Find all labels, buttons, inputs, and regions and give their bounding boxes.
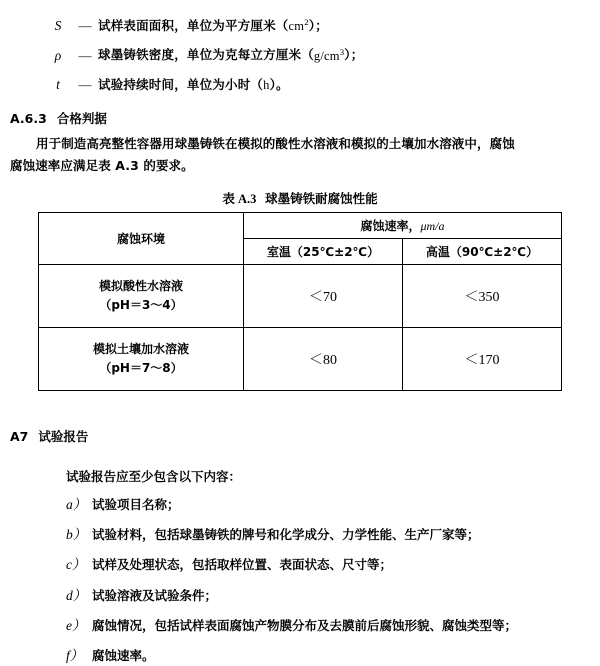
heading-a63-number: A.6.3 <box>10 111 47 127</box>
list-item-text: 腐蚀情况，包括试样表面腐蚀产物膜分布及去膜前后腐蚀形貌、腐蚀类型等； <box>92 617 518 633</box>
table-cell-environment-line1: 模拟酸性水溶液 <box>98 278 183 293</box>
table-header-rate: 腐蚀速率，μm/a <box>244 212 562 238</box>
table-header-row-1 <box>39 212 562 238</box>
symbol-glyph: ρ <box>54 47 62 63</box>
table-cell-environment <box>39 327 244 390</box>
table-header-environment: 腐蚀环境 <box>39 212 244 264</box>
table-cell-high-value: ＜350 <box>403 264 562 327</box>
table-header-room-temp: 室温（25℃±2℃） <box>244 238 403 264</box>
list-item <box>66 586 600 606</box>
table-cell-environment <box>39 264 244 327</box>
table-caption <box>0 189 600 207</box>
symbol-unit: $g/cm^3$ <box>313 46 345 63</box>
paragraph-a63 <box>0 133 600 177</box>
list-item-marker: c） <box>66 557 86 573</box>
list-item <box>66 646 600 666</box>
table-caption-label: 表 A.3 <box>222 191 257 206</box>
symbol-row <box>44 16 600 36</box>
table-header-high-temp: 高温（90℃±2℃） <box>403 238 562 264</box>
list-item-text: 试样及处理状态，包括取样位置、表面状态、尺寸等； <box>92 557 393 573</box>
symbol-description: 试样表面面积，单位为平方厘米$(cm^2)$； <box>98 17 328 34</box>
table-cell-room-value: ＜80 <box>244 327 403 390</box>
table-row <box>39 327 562 390</box>
symbol-row <box>44 45 600 65</box>
symbol-dash: — <box>78 76 92 92</box>
symbol-dash: — <box>78 47 92 63</box>
symbol-dash: — <box>78 18 92 34</box>
list-item <box>66 525 600 545</box>
report-content-list <box>0 495 600 666</box>
table-caption-title: 球墨铸铁耐腐蚀性能 <box>265 190 378 206</box>
list-item-marker: f） <box>66 648 84 664</box>
symbol-unit: $cm^2$ <box>288 17 309 34</box>
symbol-description: 试验持续时间，单位为小时（h）。 <box>98 76 289 92</box>
symbol-unit: h <box>263 77 270 92</box>
heading-a63-title: 合格判据 <box>56 111 107 127</box>
list-item-text: 试验溶液及试验条件； <box>92 587 218 603</box>
report-intro-text: 试验报告应至少包含以下内容： <box>66 468 242 484</box>
table-cell-environment-line2: （pH＝3～4） <box>99 297 183 312</box>
list-item-marker: a） <box>66 496 87 512</box>
symbol-glyph: t <box>56 76 60 92</box>
heading-a7-number: A7 <box>10 428 29 444</box>
list-item <box>66 495 600 515</box>
list-item <box>66 555 600 575</box>
symbol-list <box>44 16 600 95</box>
list-item-text: 试验项目名称； <box>92 496 180 512</box>
table-cell-room-value: ＜70 <box>244 264 403 327</box>
list-item-marker: e） <box>66 617 86 633</box>
list-item-text: 试验材料，包括球墨铸铁的牌号和化学成分、力学性能、生产厂家等； <box>92 527 480 543</box>
heading-a63 <box>0 109 600 127</box>
paragraph-a63-line2: 腐蚀速率应满足表 A.3 的要求。 <box>10 157 194 173</box>
list-item-marker: b） <box>66 527 87 543</box>
symbol-definition-block <box>0 0 600 95</box>
list-item-marker: d） <box>66 587 87 603</box>
table-row <box>39 264 562 327</box>
table-cell-environment-line2: （pH＝7～8） <box>99 360 183 375</box>
table-header-rate-unit: μm/a <box>420 218 445 233</box>
list-item <box>66 616 600 636</box>
symbol-glyph: S <box>54 18 62 34</box>
heading-a7-title: 试验报告 <box>38 428 89 444</box>
table-cell-environment-line1: 模拟土壤加水溶液 <box>92 341 189 356</box>
list-item-text: 腐蚀速率。 <box>92 648 155 664</box>
corrosion-performance-table <box>38 212 562 391</box>
heading-a7 <box>0 427 600 445</box>
symbol-row <box>44 75 600 95</box>
table-cell-high-value: ＜170 <box>403 327 562 390</box>
symbol-description: 球墨铸铁密度，单位为克每立方厘米$(g/cm^3)$； <box>98 46 364 63</box>
paragraph-a63-line1: 用于制造高亮整性容器用球墨铸铁在模拟的酸性水溶液和模拟的土壤加水溶液中，腐蚀 <box>36 136 515 152</box>
